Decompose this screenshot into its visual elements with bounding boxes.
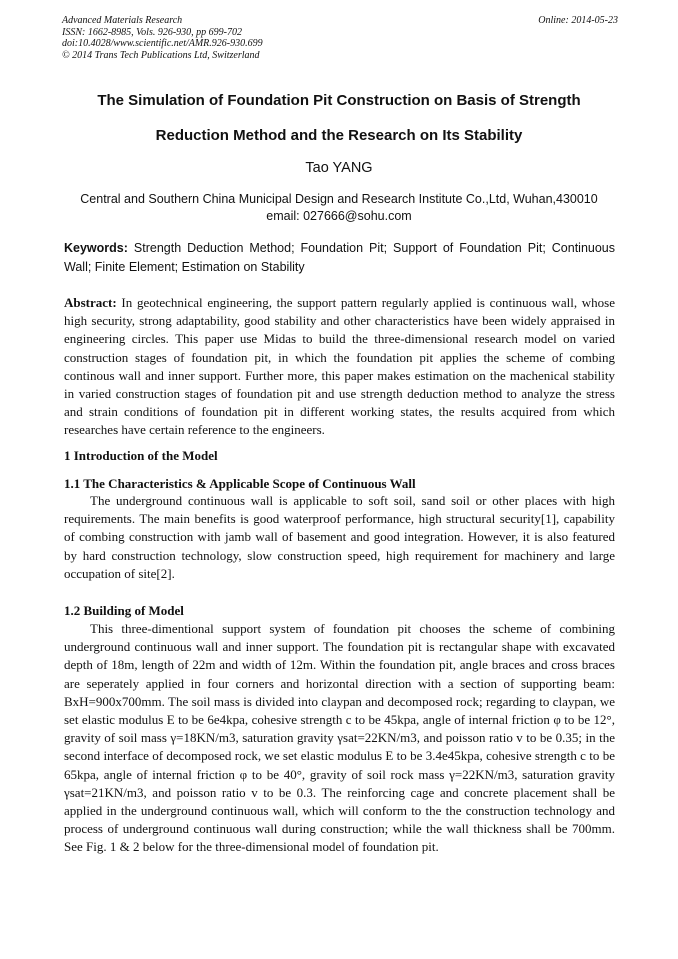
online-date: Online: 2014-05-23 [538,15,618,26]
abstract-label: Abstract: [64,295,117,310]
section-heading-1: 1 Introduction of the Model [64,448,218,463]
author-name: Tao YANG [305,160,373,176]
keywords-block [64,239,615,277]
abstract-text: In geotechnical engineering, the support pattern regularly applied is continuous wall, whose high security, strong adaptability, good stability and other characteristics have been widely appraised in engineering circles. This paper use Midas to build the three-dimensional research model on varied construction stages of foundation pit, in which the foundation pit applies the scheme of combing continous wall and inner support. Further more, this paper makes estimation on the machenical stability in varied construction stages of foundation pit and use strength deduction method to analyze the stress and strain conditions of foundation pit in different working states, the results acquired from which researches have certain reference to the engineers. [64,295,615,438]
keywords-text: Strength Deduction Method; Foundation Pit; Support of Foundation Pit; Continuous Wall; Finite Element; Estimation on Stability [64,241,616,274]
affiliation: Central and Southern China Municipal Design and Research Institute Co.,Ltd, Wuhan,430010 [80,192,598,206]
subsection-heading-1-2: 1.2 Building of Model [64,603,184,618]
abstract-block [64,294,615,440]
keywords-label: Keywords: [64,241,128,255]
author-email: email: 027666@sohu.com [266,209,412,223]
journal-name: Advanced Materials Research [62,15,183,26]
paragraph-1-1: The underground continuous wall is applicable to soft soil, sand soil or other places with high requirements. The main benefits is good waterproof performance, high structural security[1], capability of combing construction with jamb wall of basement and good integration. However, it is also featured by hard construction technology, slow construction speed, high requirement for machinery and large occupation of site[2]. [64,493,615,581]
issn-line: ISSN: 1662-8985, Vols. 926-930, pp 699-702 [62,26,242,38]
doi-line: doi:10.4028/www.scientific.net/AMR.926-930.699 [62,38,263,49]
title-line-1: The Simulation of Foundation Pit Construction on Basis of Strength [97,92,581,109]
paragraph-1-2: This three-dimentional support system of foundation pit chooses the scheme of combining underground continuous wall and inner support. The foundation pit is rectangular shape with excavated depth of 18m, length of 22m and width of 12m. Within the foundation pit, angle braces and cross braces are seperately applied in four corners and horizontal direction with a section of supporting beam: BxH=900x700mm. The soil mass is divided into claypan and decomposed rock; regarding to claypan, we set elastic modulus E to be 6e4kpa, cohesive strength c to be 45kpa, angle of internal friction φ to be 12°, gravity of soil mass γ=18KN/m3, saturation gravity γsat=22KN/m3, and poisson ratio v to be 0.35; in the second interface of decomposed rock, we set elastic modulus E to be 3.4e45kpa, cohesive strength c to be 65kpa, angle of internal friction φ to be 40°, gravity of soil rock mass γ=22KN/m3, saturation gravity γsat=21KN/m3, and poisson ratio v to be 0.3. The reinforcing cage and concrete placement shall be applied in the underground continuous wall, which will conform to the the construction technology and process of underground continuous wall during construction; while the wall thickness shall be 700mm. See Fig. 1 & 2 below for the three-dimensional model of foundation pit. [64,621,615,855]
journal-header [62,15,618,61]
subsection-heading-1-1: 1.1 The Characteristics & Applicable Scope of Continuous Wall [64,476,416,491]
copyright-line: © 2014 Trans Tech Publications Ltd, Switzerland [62,49,260,61]
title-line-2: Reduction Method and the Research on Its Stability [155,127,523,144]
